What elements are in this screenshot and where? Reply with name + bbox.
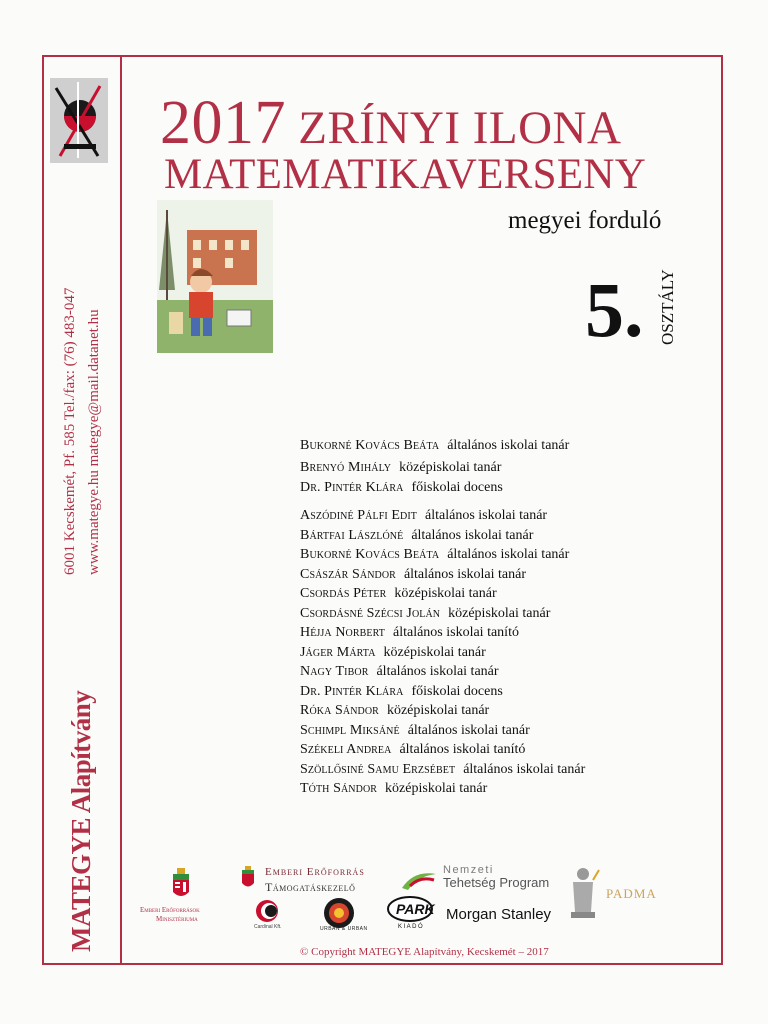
credit-row: Dr. Pintér Klára főiskolai docens: [300, 480, 503, 495]
title-line-1: [160, 88, 621, 159]
ntp-line1: Nemzeti: [443, 864, 494, 876]
park-kiado-text: KIADÓ: [398, 924, 425, 930]
credit-row: Bukorné Kovács Beáta általános iskolai tanár: [300, 547, 570, 562]
credit-row: Bártfai Lászlóné általános iskolai tanár: [300, 527, 534, 543]
morgan-stanley-text: Morgan Stanley: [446, 906, 552, 923]
hungarian-coat-of-arms-icon: [170, 868, 192, 902]
grade-label: OSZTÁLY: [658, 269, 677, 345]
credit-row: Jáger Márta középiskolai tanár: [300, 644, 486, 660]
sidebar-text-area: [50, 230, 112, 950]
school-illustration: [157, 200, 273, 353]
title-competition-name: ZRÍNYI ILONA: [298, 102, 622, 154]
credit-row: Aszódiné Pálfi Edit általános iskolai tanár: [300, 508, 548, 523]
credit-row: Héjja Norbert általános iskolai tanító: [300, 625, 519, 640]
urban-name: URBAN & URBAN: [320, 926, 368, 932]
credit-row: Csordás Péter középiskolai tanár: [300, 586, 497, 601]
grade-number: 5.: [585, 266, 644, 353]
credit-row: Schimpl Miksáné általános iskolai tanár: [300, 722, 530, 738]
etk-line1: Emberi Erőforrás: [265, 866, 365, 878]
credit-row: Róka Sándor középiskolai tanár: [300, 703, 490, 718]
contact-web: www.mategye.hu mategye@mail.datanet.hu: [86, 309, 102, 575]
park-logo-text: PARK: [396, 901, 435, 917]
credit-row: Császár Sándor általános iskolai tanár: [300, 566, 527, 582]
title-line-2: MATEMATIKAVERSENY: [164, 151, 647, 198]
ntp-swoosh-icon: [400, 868, 438, 892]
padma-text: PADMA: [606, 886, 657, 901]
credit-row: Szöllősiné Samu Erzsébet általános iskolai tanár: [300, 761, 586, 777]
credit-row: Tóth Sándor középiskolai tanár: [300, 781, 488, 796]
cardinal-name: Cardinal Kft.: [254, 924, 282, 930]
credit-row: Székeli Andrea általános iskolai tanító: [300, 742, 526, 757]
emet-crest-icon: [240, 866, 256, 892]
etk-line2: Támogatáskezelő: [265, 880, 356, 894]
credit-row: Brenyó Mihály középiskolai tanár: [300, 460, 502, 475]
padma-statue-icon: [565, 864, 601, 922]
emmi-line2: Minisztériuma: [156, 915, 198, 923]
title-year: 2017: [160, 89, 286, 157]
organization-name: MATEGYE Alapítvány: [66, 690, 96, 952]
credit-row: Bukorné Kovács Beáta általános iskolai tanár: [300, 438, 570, 453]
emmi-line1: Emberi Erőforrások: [140, 906, 200, 914]
contact-address: 6001 Kecskemét, Pf. 585 Tel./fax: (76) 483-047: [62, 287, 78, 575]
credit-row: Nagy Tibor általános iskolai tanár: [300, 664, 499, 679]
mategye-logo: [50, 78, 108, 163]
credit-row: Dr. Pintér Klára főiskolai docens: [300, 683, 503, 699]
copyright-notice: © Copyright MATEGYE Alapítvány, Kecskemét – 2017: [300, 946, 549, 958]
cardinal-logo-icon: [254, 898, 280, 924]
credit-row: Csordásné Szécsi Jolán középiskolai tanár: [300, 605, 551, 621]
ntp-line2: Tehetség Program: [443, 875, 550, 890]
round-subtitle: megyei forduló: [508, 207, 662, 234]
